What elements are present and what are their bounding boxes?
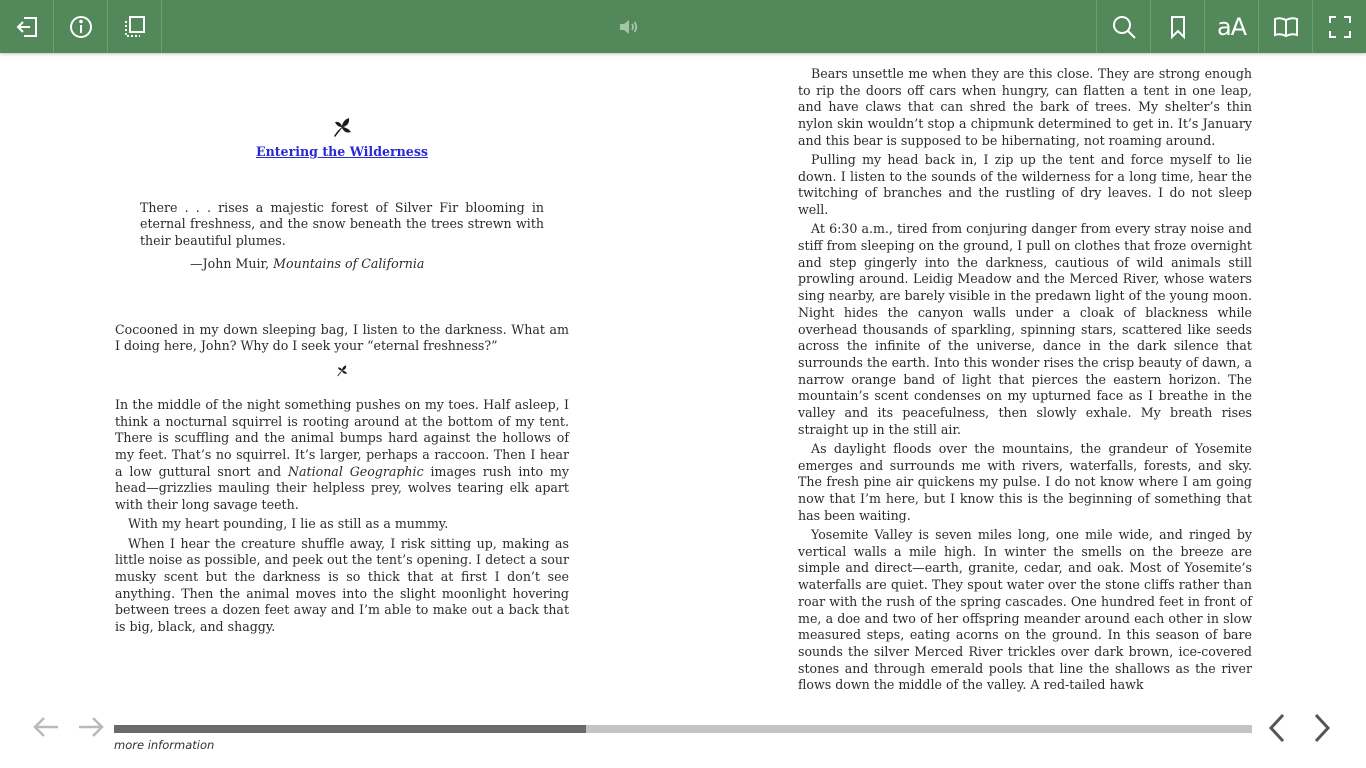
search-button[interactable] (1096, 0, 1150, 53)
epigraph (140, 200, 544, 273)
paragraph: With my heart pounding, I lie as still as a mummy. (128, 516, 449, 532)
epigraph-text: There . . . rises a majestic forest of Silver Fir blooming in eternal freshness, and the snow beneath the trees strewn with their beautiful plumes. (140, 199, 544, 249)
reading-progress-fill (114, 725, 586, 733)
exit-icon (14, 14, 40, 40)
paragraph: Yosemite Valley is seven miles long, one mile wide, and ringed by vertical walls a mile high. In winter the smells on the breeze are simple and direct—earth, granite, cedar, and oak. Most of Yosemite’s waterfalls are quiet. They spout water over the stone cliffs rather than roar with the rush of the spring cascades. One hundred feet in front of me, a doe and two of her offspring meander around each other in slow measured steps, eating acorns on the ground. In this season of bare sounds the silver Merced River trickles over dark brown, ice-covered stones and through emerald pools that line the shallows as the river flows down the middle of the valley. A red-tailed hawk (798, 526, 1252, 693)
forward-arrow-icon[interactable] (76, 715, 106, 739)
exit-button[interactable] (0, 0, 54, 53)
page-layout-button[interactable] (1258, 0, 1312, 53)
bookmark-button[interactable] (1150, 0, 1204, 53)
back-arrow-icon[interactable] (31, 715, 61, 739)
paragraph-1-text-b: images rush into my head—grizzlies mauling their helpless prey, wolves tearing elk apart with their long savage teeth. (115, 463, 570, 513)
info-icon (68, 14, 94, 40)
info-button[interactable] (54, 0, 108, 53)
epigraph-attribution (140, 256, 544, 273)
epigraph-author: —John Muir, (190, 255, 274, 271)
paragraph: As daylight floods over the mountains, the grandeur of Yosemite emerges and surrounds me with rivers, waterfalls, forests, and sky. The fresh pine air quickens my pulse. I do not know where I am going now that I’m here, but I know this is the beginning of something that has been waiting. (798, 440, 1252, 523)
right-page (798, 53, 1252, 697)
bottom-bar (0, 706, 1366, 768)
paragraph: Bears unsettle me when they are this close. They are strong enough to rip the doors off cars when hungry, can flatten a tent in one leap, and have claws that can shred the bark of trees. My shelter’s thin nylon skin wouldn’t stop a chipmunk determined to get in. It’s January and this bear is supposed to be hibernating, not roaming around. (798, 66, 1252, 148)
intro-paragraph: Cocooned in my down sleeping bag, I listen to the darkness. What am I doing here, John? Why do I seek your “eternal freshness?” (115, 321, 569, 354)
paragraph-1-italic: National Geographic (288, 463, 424, 479)
font-size-button[interactable] (1204, 0, 1258, 53)
table-of-contents-button[interactable] (108, 0, 162, 53)
previous-page-icon[interactable] (1264, 712, 1290, 744)
paragraph: Pulling my head back in, I zip up the tent and force myself to lie down. I listen to the sounds of the wilderness for a long time, hear the twitching of branches and the rustling of dry leaves. I do not sleep well. (798, 152, 1252, 218)
toolbar-center (162, 0, 1096, 53)
open-book-icon (1273, 14, 1299, 40)
small-leaf-ornament-icon (335, 364, 349, 377)
search-icon (1111, 14, 1137, 40)
bookmark-icon (1165, 14, 1191, 40)
fullscreen-button[interactable] (1312, 0, 1366, 53)
epigraph-work: Mountains of California (273, 255, 425, 271)
fullscreen-icon (1327, 14, 1353, 40)
chapter-ornament (115, 116, 569, 138)
chapter-title-link[interactable]: Entering the Wilderness (255, 144, 428, 159)
more-information-link[interactable]: more information (114, 738, 215, 752)
reading-progress-bar[interactable] (114, 725, 1252, 733)
leaf-ornament-icon (330, 116, 354, 138)
left-page (115, 53, 569, 638)
next-page-icon[interactable] (1309, 712, 1335, 744)
paragraph: At 6:30 a.m., tired from conjuring danger from every stray noise and stiff from sleeping on the ground, I pull on clothes that froze overnight and step gingerly into the darkness, cautious of wild animals still prowling around. Leidig Meadow and the Merced River, whose waters sing nearby, are barely visible in the predawn light of the young moon. Night hides the canyon walls under a cloak of blackness while overhead thousands of sparkling, spinning stars, scattered like seeds across the infinite of the universe, dance in the dark silence that surrounds the earth. Into this wonder rises the crisp beauty of dawn, a narrow orange band of light that pierces the eastern horizon. The mountain’s scent condenses on my upturned face as I breathe in the valley and its peacefulness, then slowly exhale. My breath rises straight up in the still air. (798, 221, 1252, 437)
font-size-icon: aA (1216, 12, 1247, 41)
paragraph-1-text-a: In the middle of the night something pushes on my toes. Half asleep, I think a nocturnal squirrel is rooting around at the bottom of my tent. There is scuffling and the animal bumps hard against the hollows of my feet. That’s no squirrel. It’s larger, perhaps a raccoon. Then I hear a low guttural snort and (115, 396, 569, 479)
paragraph: When I hear the creature shuffle away, I risk sitting up, making as little noise as possible, and peek out the tent’s opening. I detect a sour musky scent but the darkness is so thick that at first I don’t see anything. Then the animal moves into the slight moonlight hovering between trees a dozen feet away and I’m able to make out a back that is big, black, and shaggy. (115, 535, 569, 635)
speaker-icon[interactable] (617, 15, 641, 39)
section-break-ornament (115, 364, 569, 377)
section-paragraph-1 (115, 397, 569, 514)
table-of-contents-icon (122, 14, 148, 40)
reader-toolbar (0, 0, 1366, 53)
